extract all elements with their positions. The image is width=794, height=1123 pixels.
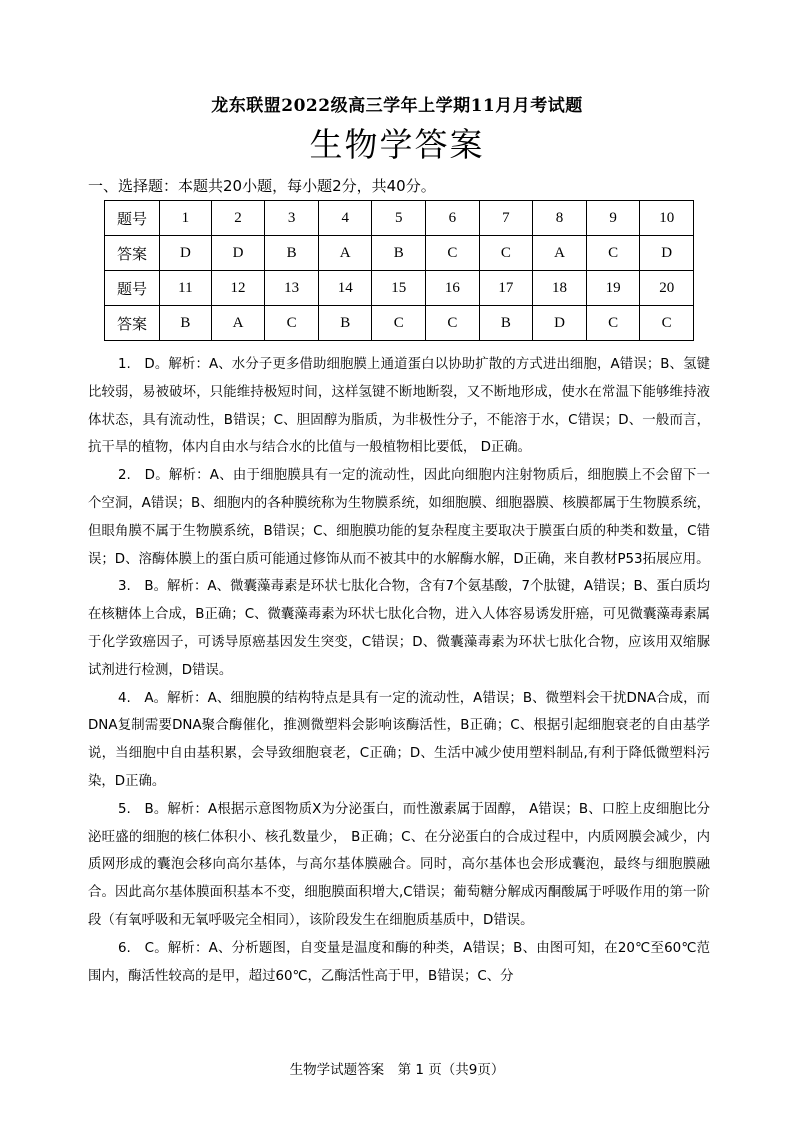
table-cell: A [211, 306, 265, 341]
table-cell: 11 [160, 271, 212, 306]
table-cell: C [265, 306, 319, 341]
explanation-item: 6. C。解析：A、分析题图，自变量是温度和酶的种类，A错误；B、由图可知，在20℃至60℃范围内，酶活性较高的是甲，超过60℃，乙酶活性高于甲，B错误；C、分 [88, 940, 710, 984]
row-label: 题号 [105, 271, 160, 306]
table-cell: D [533, 306, 587, 341]
table-row [105, 306, 694, 341]
table-cell: 18 [533, 271, 587, 306]
table-cell: C [479, 236, 533, 271]
page-title: 生物学答案 [309, 125, 485, 164]
table-cell: 16 [426, 271, 480, 306]
explanations [88, 351, 710, 990]
table-cell: 5 [372, 201, 426, 236]
exam-subtitle: 龙东联盟2022级高三学年上学期11月月考试题 [211, 96, 583, 116]
table-cell: D [160, 236, 212, 271]
table-cell: B [160, 306, 212, 341]
table-cell: D [211, 236, 265, 271]
table-cell: C [586, 306, 640, 341]
table-row [105, 201, 694, 236]
explanation-item: 3. B。解析：A、微囊藻毒素是环状七肽化合物，含有7个氨基酸，7个肽键，A错误；B、蛋白质均在核糖体上合成，B正确；C、微囊藻毒素为环状七肽化合物，进入人体容易诱发肝癌，可见微囊藻毒素属于化学致癌因子，可诱导原癌基因发生突变，C错误；D、微囊藻毒素为环状七肽化合物，应该用双缩脲试剂进行检测，D错误。 [88, 579, 710, 678]
table-cell: 1 [160, 201, 212, 236]
table-cell: 19 [586, 271, 640, 306]
row-label: 答案 [105, 306, 160, 341]
table-cell: C [426, 236, 480, 271]
table-cell: C [640, 306, 694, 341]
explanation-item: 4. A。解析：A、细胞膜的结构特点是具有一定的流动性，A错误；B、微塑料会干扰DNA合成，而DNA复制需要DNA聚合酶催化，推测微塑料会影响该酶活性，B正确；C、根据引起细胞衰老的自由基学说，当细胞中自由基积累，会导致细胞衰老，C正确；D、生活中减少使用塑料制品,有利于降低微塑料污染，D正确。 [88, 690, 710, 789]
row-label: 答案 [105, 236, 160, 271]
table-cell: 13 [265, 271, 319, 306]
table-cell: D [640, 236, 694, 271]
explanation-item: 1. D。解析：A、水分子更多借助细胞膜上通道蛋白以协助扩散的方式进出细胞，A错误；B、氢键比较弱，易被破坏，只能维持极短时间，这样氢键不断地断裂，又不断地形成，使水在常温下能够维持液体状态，具有流动性，B错误；C、胆固醇为脂质，为非极性分子，不能溶于水，C错误；D、一般而言，抗干旱的植物，体内自由水与结合水的比值与一般植物相比要低， D正确。 [88, 357, 710, 456]
table-cell: 2 [211, 201, 265, 236]
row-label: 题号 [105, 201, 160, 236]
table-cell: 8 [533, 201, 587, 236]
table-cell: 4 [318, 201, 372, 236]
explanation-item: 2. D。解析：A、由于细胞膜具有一定的流动性，因此向细胞内注射物质后，细胞膜上不会留下一个空洞，A错误；B、细胞内的各种膜统称为生物膜系统，如细胞膜、细胞器膜、核膜都属于生物膜系统，但眼角膜不属于生物膜系统，B错误；C、细胞膜功能的复杂程度主要取决于膜蛋白质的种类和数量，C错误；D、溶酶体膜上的蛋白质可能通过修饰从而不被其中的水解酶水解，D正确，来自教材P53拓展应用。 [88, 468, 710, 567]
table-cell: 10 [640, 201, 694, 236]
table-cell: A [533, 236, 587, 271]
table-cell: 7 [479, 201, 533, 236]
table-cell: B [318, 306, 372, 341]
table-cell: 15 [372, 271, 426, 306]
page-footer: 生物学试题答案 第 1 页（共9页） [289, 1062, 505, 1078]
table-cell: B [372, 236, 426, 271]
answer-table [104, 200, 694, 341]
table-cell: 12 [211, 271, 265, 306]
table-cell: 3 [265, 201, 319, 236]
table-cell: B [265, 236, 319, 271]
table-row [105, 271, 694, 306]
table-cell: 6 [426, 201, 480, 236]
table-cell: B [479, 306, 533, 341]
explanation-item: 5. B。解析：A根据示意图物质X为分泌蛋白，而性激素属于固醇， A错误；B、口腔上皮细胞比分泌旺盛的细胞的核仁体积小、核孔数量少， B正确；C、在分泌蛋白的合成过程中，内质网膜会减少，内质网形成的囊泡会移向高尔基体，与高尔基体膜融合。同时，高尔基体也会形成囊泡，最终与细胞膜融合。因此高尔基体膜面积基本不变，细胞膜面积增大,C错误；葡萄糖分解成丙酮酸属于呼吸作用的第一阶段（有氧呼吸和无氧呼吸完全相同），该阶段发生在细胞质基质中，D错误。 [88, 801, 710, 928]
section-heading: 一、选择题：本题共20小题，每小题2分，共40分。 [88, 177, 436, 195]
table-cell: 17 [479, 271, 533, 306]
table-cell: 9 [586, 201, 640, 236]
table-cell: C [426, 306, 480, 341]
table-cell: A [318, 236, 372, 271]
table-cell: 14 [318, 271, 372, 306]
table-row [105, 236, 694, 271]
table-cell: C [372, 306, 426, 341]
table-cell: C [586, 236, 640, 271]
table-cell: 20 [640, 271, 694, 306]
